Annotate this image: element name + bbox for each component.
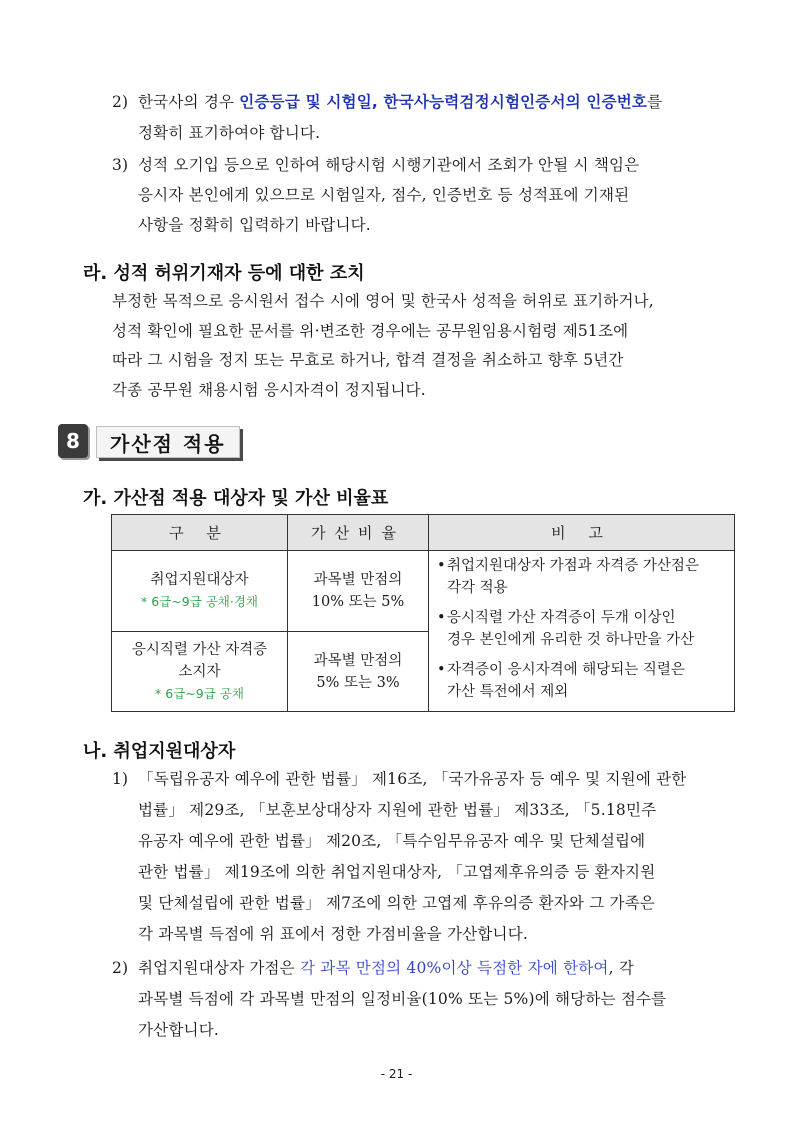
paragraph-line: 성적 확인에 필요한 문서를 위·변조한 경우에는 공무원임용시험령 제51조에 [112,322,629,340]
table-cell-rate [288,551,429,632]
page-number: - 21 - [380,1067,413,1081]
section-heading: 라. 성적 허위기재자 등에 대한 조치 [83,263,365,284]
paragraph-line: 법률」 제29조, 「보훈보상대상자 지원에 관한 법률」 제33조, 「5.18민주 [138,801,657,819]
bullet: • [437,558,446,574]
section-number-badge: 8 [58,424,88,458]
column-header: 구 분 [112,515,288,551]
table-cell-target [112,551,288,632]
table-cell-target [112,632,288,712]
paragraph-line: 부정한 목적으로 응시원서 접수 시에 영어 및 한국사 성적을 허위로 표기하거나, [112,292,654,310]
column-header: 가산비율 [288,515,429,551]
text: 를 [647,93,663,111]
table-row [112,551,735,632]
remark-text: 경우 본인에게 유리한 것 하나만을 가산 [447,632,695,648]
paragraph-line: 관한 법률」 제19조에 의한 취업지원대상자, 「고엽제후유의증 등 환자지원 [138,863,656,881]
cell-text: 소지자 [178,663,221,680]
paragraph-line: 사항을 정확히 입력하기 바랍니다. [138,216,371,234]
remark-text: 자격증이 응시자격에 해당되는 직렬은 [447,662,685,678]
paragraph-line: 각 과목별 득점에 위 표에서 정한 가점비율을 가산합니다. [138,925,528,943]
bullet: • [437,610,446,626]
bonus-rate-table [111,514,735,712]
emphasis-text: 각 과목 만점의 40%이상 득점한 자에 한하여 [300,959,609,977]
cell-text: 과목별 만점의 [313,572,403,588]
cell-note: * 6급~9급 공채 [155,685,244,701]
text: 취업지원대상자 가점은 [138,959,300,977]
text: 한국사의 경우 [138,93,240,111]
cell-text: 취업지원대상자 [150,572,249,588]
item-number: 2) [112,959,129,977]
text: , 각 [608,959,635,977]
section-title: 가산점 적용 [110,432,226,456]
remark-text: 응시직렬 가산 자격증이 두개 이상인 [447,610,676,626]
paragraph-line: 유공자 예우에 관한 법률」 제20조, 「특수임무유공자 예우 및 단체설립에 [138,832,646,850]
remark-text: 가산 특전에서 제외 [447,684,569,700]
section-heading: 나. 취업지원대상자 [83,741,236,762]
item-number: 1) [112,770,129,788]
cell-text: 과목별 만점의 [313,652,403,669]
remark-item [437,659,728,703]
paragraph-line: 따라 그 시험을 정지 또는 무효로 하거나, 합격 결정을 취소하고 향후 5년간 [112,351,624,369]
item-number: 3) [112,156,129,174]
paragraph-line [138,953,634,984]
bullet: • [437,662,446,678]
paragraph-line: 성적 오기입 등으로 인하여 해당시험 시행기관에서 조회가 안될 시 책임은 [138,156,640,174]
cell-text: 응시직렬 가산 자격증 [131,641,268,658]
emphasis-text: 인증등급 및 시험일, 한국사능력검정시험인증서의 인증번호 [239,93,648,111]
remark-item [437,607,728,651]
item-number: 2) [112,93,129,111]
paragraph-line: 응시자 본인에게 있으므로 시험일자, 점수, 인증번호 등 성적표에 기재된 [138,186,630,204]
table-header-row [112,515,735,551]
remark-item [437,555,728,599]
column-header: 비 고 [429,515,735,551]
cell-note: * 6급~9급 공채·경채 [141,594,258,609]
paragraph-line: 및 단체설립에 관한 법률」 제7조에 의한 고엽제 후유의증 환자와 그 가족은 [138,894,656,912]
paragraph-line: 가산합니다. [138,1021,219,1039]
table-cell-rate [288,632,429,712]
section-heading: 가. 가산점 적용 대상자 및 가산 비율표 [83,488,389,509]
remark-text: 각각 적용 [447,580,508,596]
paragraph-line: 각종 공무원 채용시험 응시자격이 정지됩니다. [112,381,426,399]
cell-text: 5% 또는 3% [316,674,400,691]
paragraph-line [138,87,662,118]
paragraph-line: 정확히 표기하여야 합니다. [138,124,321,142]
paragraph-line: 과목별 득점에 각 과목별 만점의 일정비율(10% 또는 5%)에 해당하는 점수를 [138,990,667,1008]
table-cell-remarks [429,551,735,712]
cell-text: 10% 또는 5% [311,594,405,610]
remark-text: 취업지원대상자 가점과 자격증 가산점은 [447,558,699,574]
paragraph-line: 「독립유공자 예우에 관한 법률」 제16조, 「국가유공자 등 예우 및 지원에 관한 [138,770,687,788]
